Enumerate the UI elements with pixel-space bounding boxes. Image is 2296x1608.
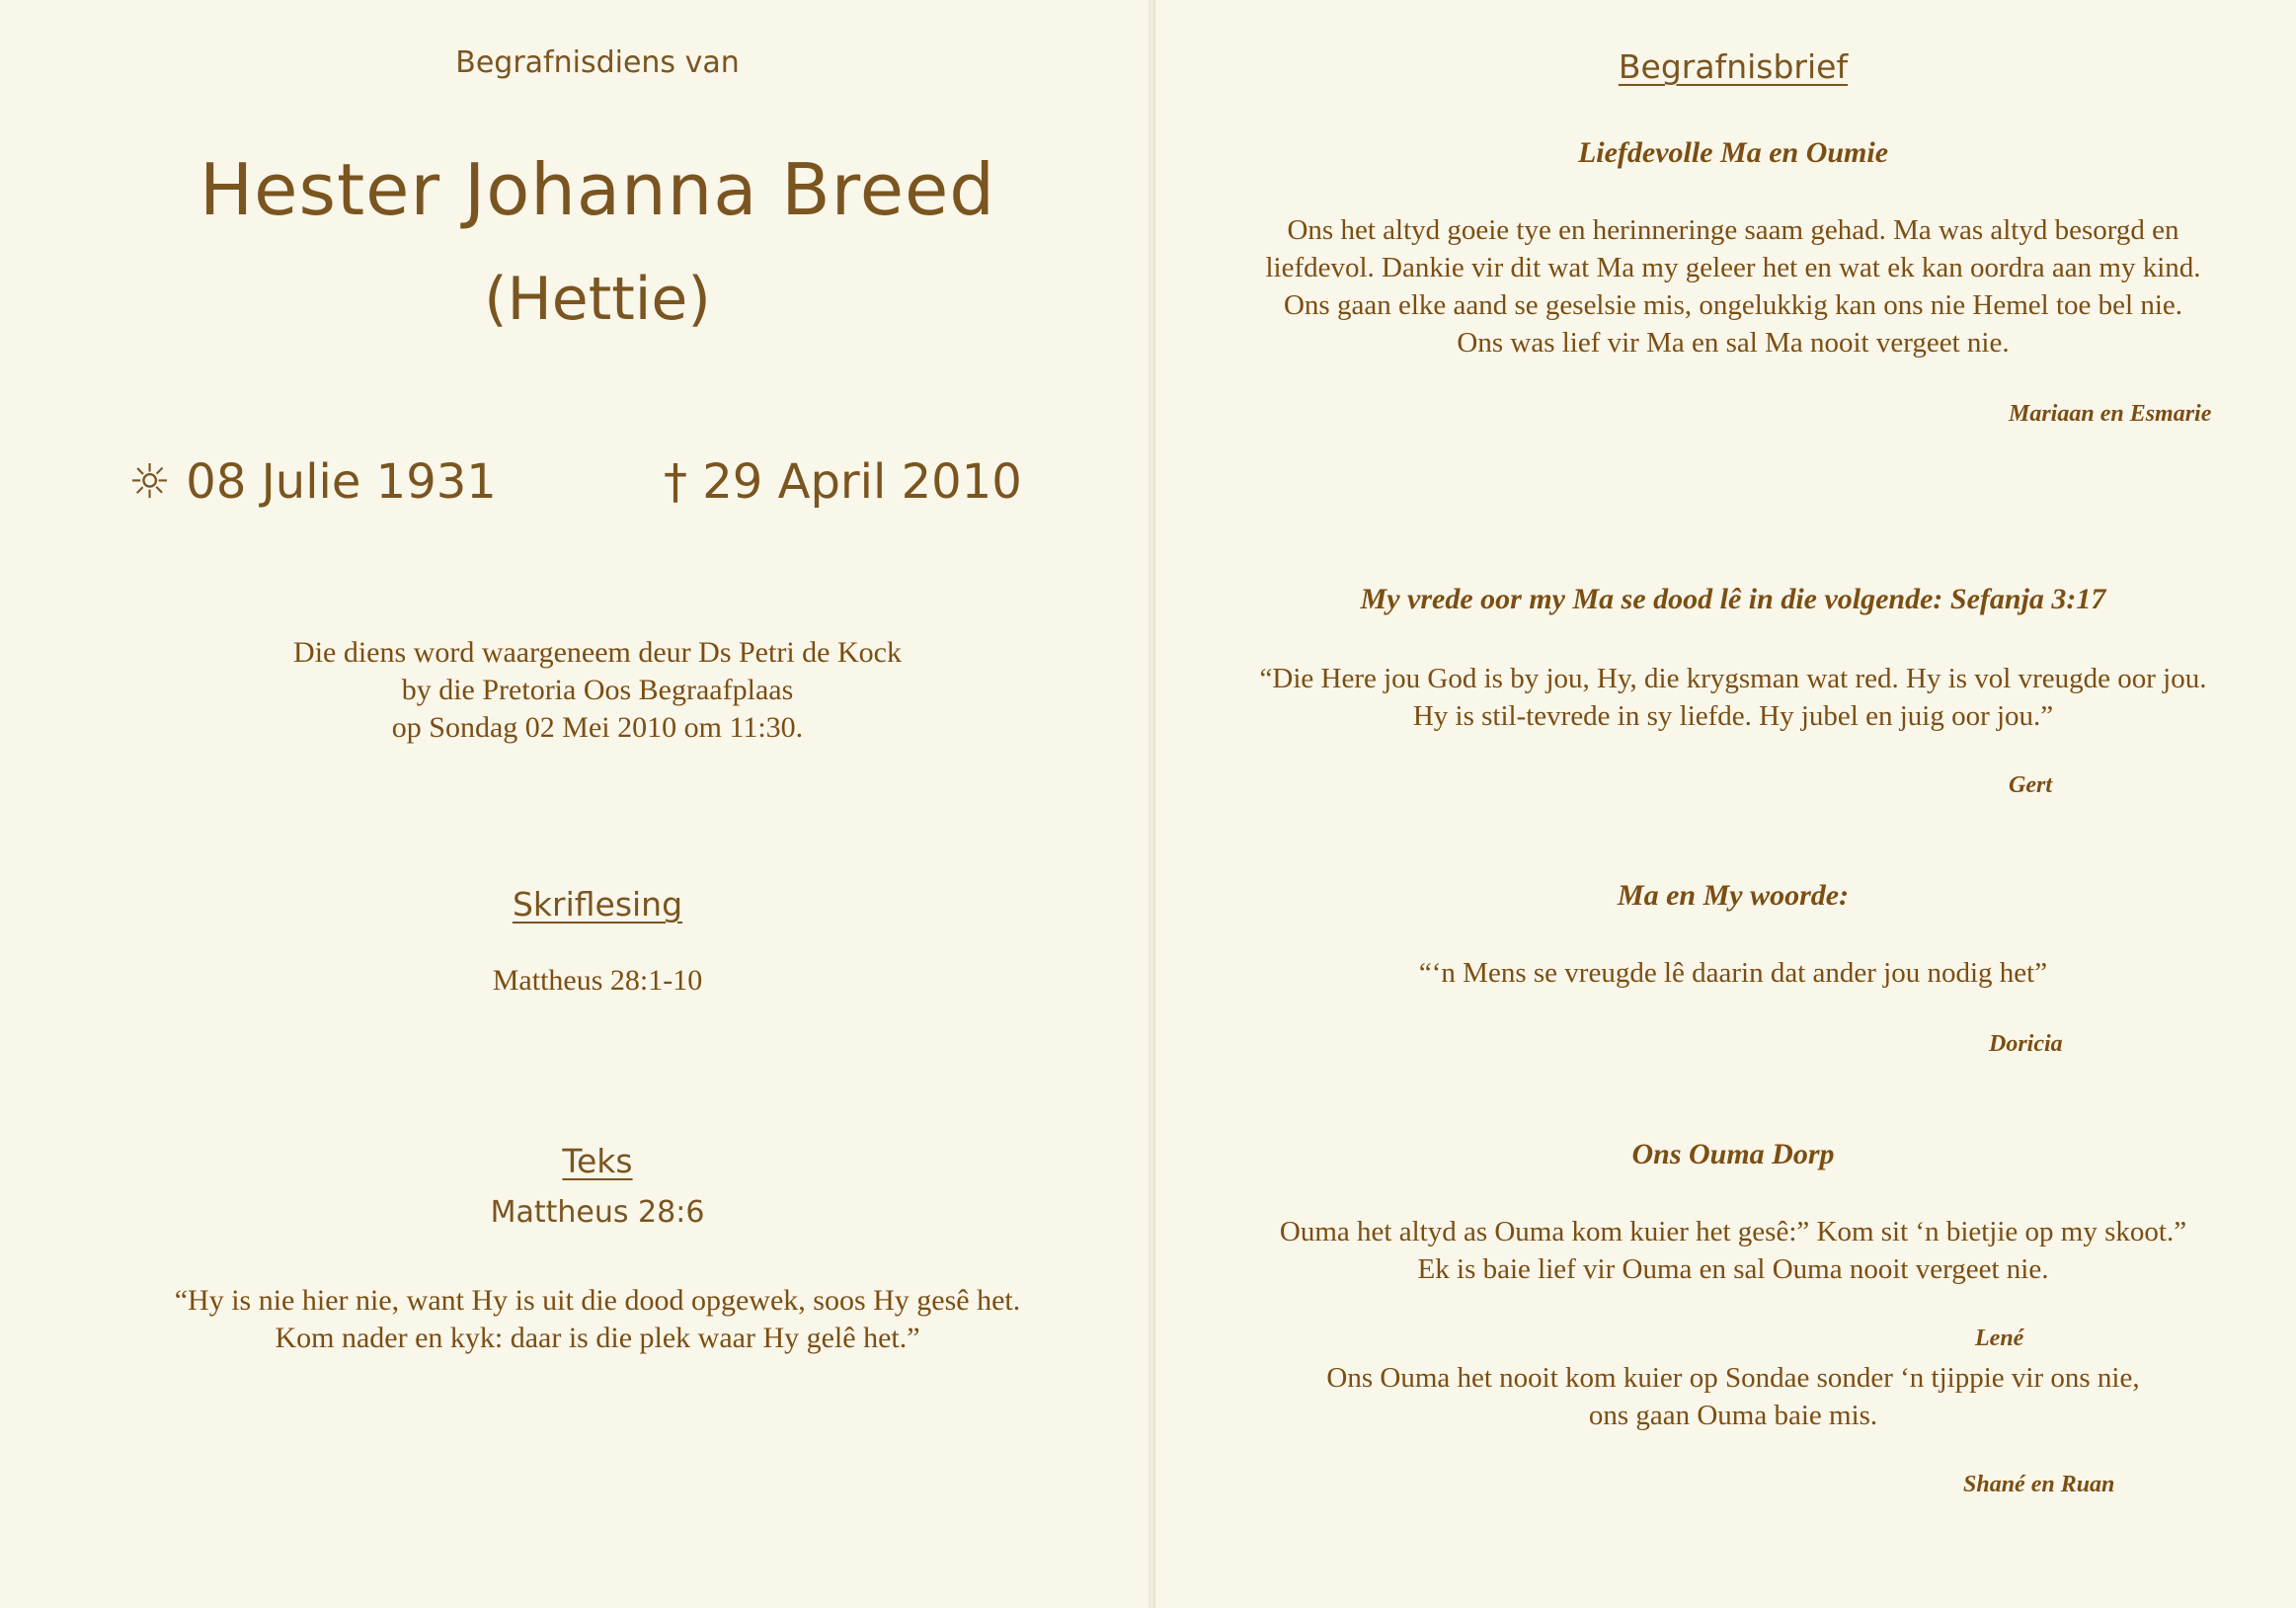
tribute-title: My vrede oor my Ma se dood lê in die volgende: Sefanja 3:17 bbox=[1360, 583, 2106, 615]
tribute-line: Ons het altyd goeie tye en herinneringe saam gehad. Ma was altyd besorgd en bbox=[1287, 214, 2179, 246]
quote-line: “Hy is nie hier nie, want Hy is uit die dood opgewek, soos Hy gesê het. bbox=[174, 1284, 1021, 1317]
service-line: op Sondag 02 Mei 2010 om 11:30. bbox=[391, 711, 804, 744]
tribute-author: Doricia bbox=[1989, 1031, 2063, 1057]
death-date-row bbox=[664, 454, 1078, 510]
tribute-line: Ouma het altyd as Ouma kom kuier het gesê:” Kom sit ‘n bietjie op my skoot.” bbox=[1279, 1216, 2187, 1247]
deceased-nickname: (Hettie) bbox=[484, 265, 711, 334]
deceased-name: Hester Johanna Breed bbox=[199, 148, 995, 231]
letter-heading: Begrafnisbrief bbox=[1618, 47, 1849, 86]
tribute-body bbox=[1155, 954, 2296, 992]
tribute-line: liefdevol. Dankie vir dit wat Ma my geleer het en wat ek kan oordra aan my kind. bbox=[1265, 252, 2201, 283]
cross-icon: † bbox=[664, 454, 687, 510]
tribute-author: Gert bbox=[2009, 772, 2052, 798]
text-reference: Mattheus 28:6 bbox=[490, 1195, 705, 1230]
tribute-title: Ma en My woorde: bbox=[1617, 879, 1850, 912]
service-line: Die diens word waargeneem deur Ds Petri de Kock bbox=[293, 636, 902, 669]
tribute-body bbox=[1155, 660, 2296, 735]
right-page bbox=[1155, 0, 2296, 1608]
scripture-quote bbox=[0, 1282, 1195, 1357]
tribute-line: Ons gaan elke aand se geselsie mis, ongelukkig kan ons nie Hemel toe bel nie. bbox=[1283, 289, 2183, 321]
tribute-line: Hy is stil-tevrede in sy liefde. Hy jubel en juig oor jou.” bbox=[1412, 700, 2054, 732]
tribute-title: Liefdevolle Ma en Oumie bbox=[1577, 136, 1889, 169]
service-details bbox=[0, 634, 1195, 747]
service-of-label: Begrafnisdiens van bbox=[455, 45, 740, 80]
tribute-line: “‘n Mens se vreugde lê daarin dat ander jou nodig het” bbox=[1418, 957, 2048, 989]
service-line: by die Pretoria Oos Begraafplaas bbox=[401, 674, 794, 706]
tribute-body bbox=[1155, 1359, 2296, 1434]
sun-icon: ☼ bbox=[128, 454, 172, 510]
page-fold bbox=[1148, 0, 1155, 1608]
reading-heading: Skriflesing bbox=[512, 885, 683, 924]
tribute-body bbox=[1155, 211, 2296, 362]
death-date: 29 April 2010 bbox=[702, 454, 1022, 510]
tribute-line: “Die Here jou God is by jou, Hy, die krygsman wat red. Hy is vol vreugde oor jou. bbox=[1259, 663, 2207, 694]
birth-date: 08 Julie 1931 bbox=[186, 454, 497, 510]
tribute-line: Ons was lief vir Ma en sal Ma nooit vergeet nie. bbox=[1457, 327, 2010, 359]
tribute-author: Lené bbox=[1975, 1326, 2024, 1351]
tribute-title: Ons Ouma Dorp bbox=[1631, 1138, 1835, 1170]
reading-reference: Mattheus 28:1-10 bbox=[492, 964, 703, 997]
tribute-line: ons gaan Ouma baie mis. bbox=[1588, 1400, 1878, 1431]
tribute-author: Mariaan en Esmarie bbox=[2009, 401, 2212, 427]
birth-date-row bbox=[128, 454, 553, 510]
tribute-author: Shané en Ruan bbox=[1963, 1472, 2115, 1497]
text-heading: Teks bbox=[562, 1142, 633, 1180]
tribute-line: Ons Ouma het nooit kom kuier op Sondae sonder ‘n tjippie vir ons nie, bbox=[1326, 1362, 2140, 1394]
tribute-body bbox=[1155, 1213, 2296, 1288]
quote-line: Kom nader en kyk: daar is die plek waar Hy gelê het.” bbox=[275, 1322, 920, 1354]
tribute-line: Ek is baie lief vir Ouma en sal Ouma nooit vergeet nie. bbox=[1417, 1253, 2049, 1285]
